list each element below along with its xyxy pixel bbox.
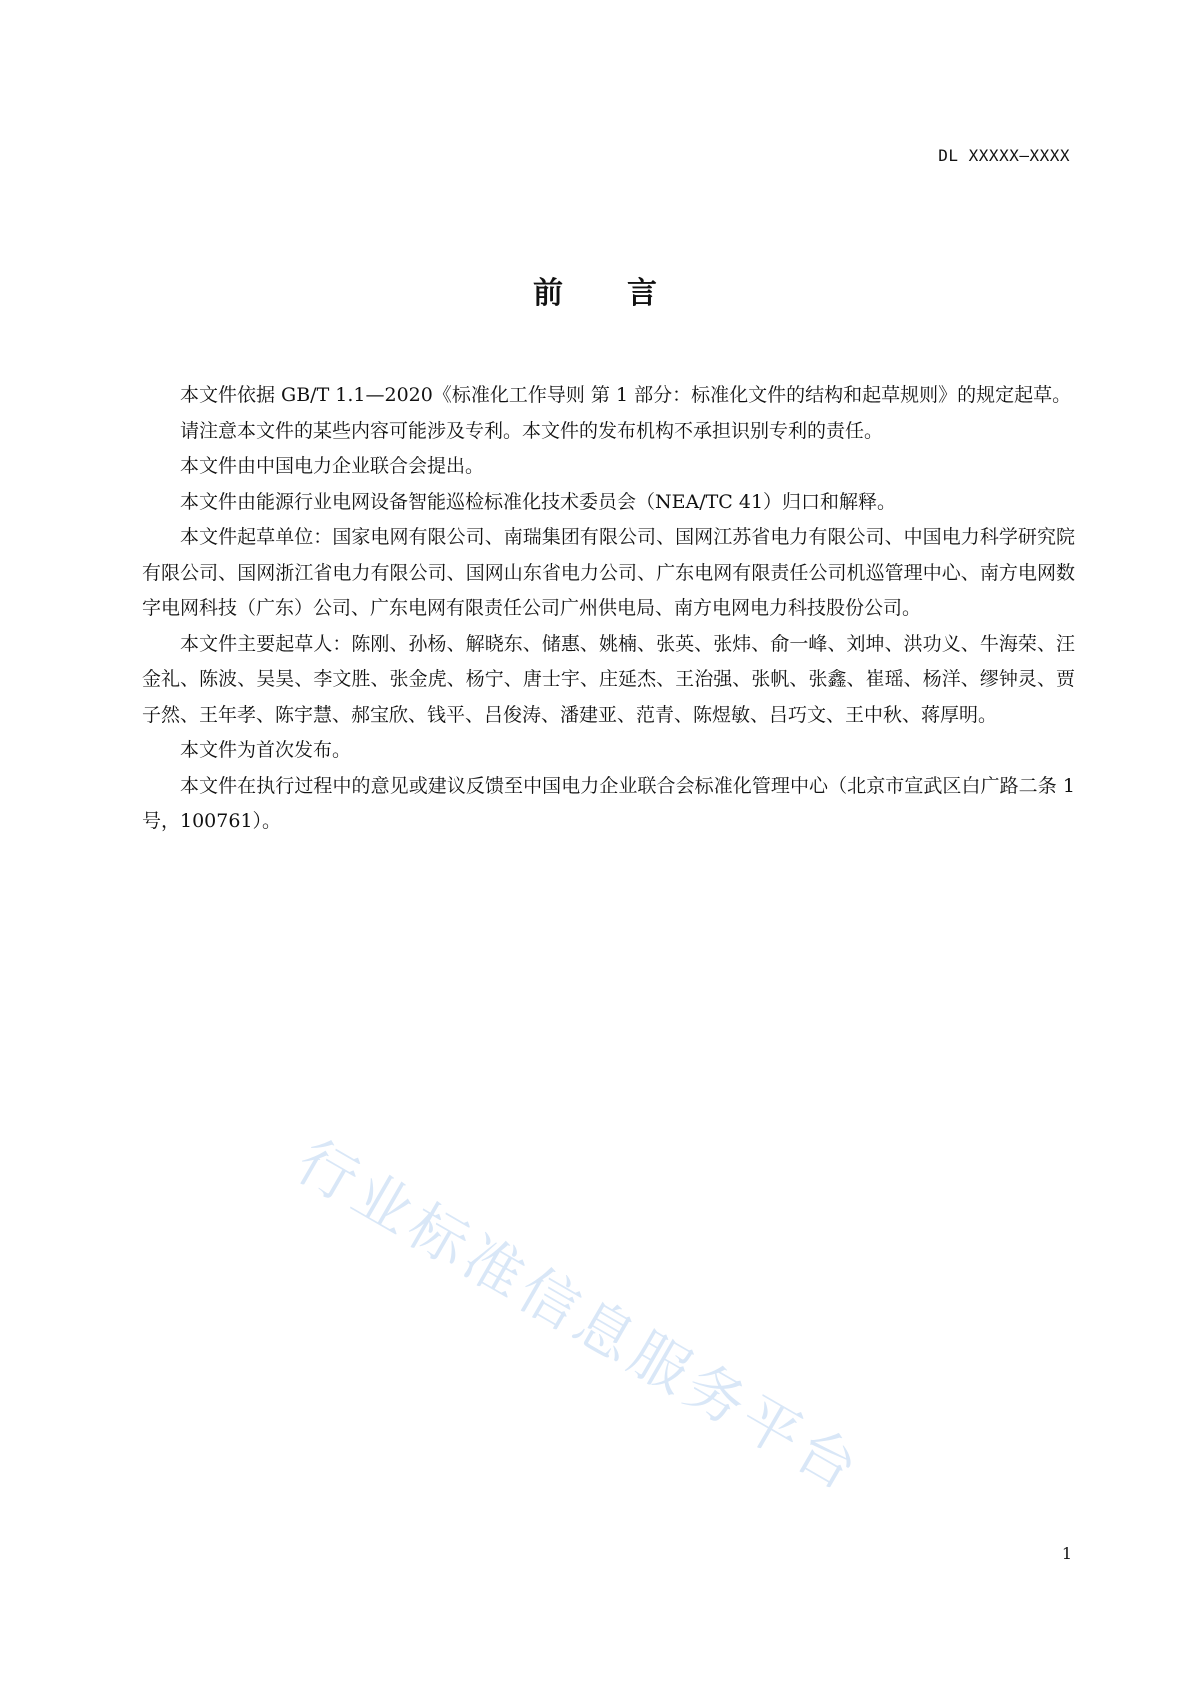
page-number: 1 [1061, 1544, 1072, 1563]
paragraph-first-release: 本文件为首次发布。 [180, 739, 352, 761]
paragraph-drafting-units: 本文件起草单位：国家电网有限公司、南瑞集团有限公司、国网江苏省电力有限公司、中国电力科学研究院有限公司、国网浙江省电力有限公司、国网山东省电力公司、广东电网有限责任公司机巡管理中心、南方电网数字电网科技（广东）公司、广东电网有限责任公司广州供电局、南方电网电力科技股份公司。 [142, 526, 1075, 619]
page-title: 前言 [533, 276, 721, 311]
paragraph-feedback: 本文件在执行过程中的意见或建议反馈至中国电力企业联合会标准化管理中心（北京市宣武区白广路二条 1 号，100761）。 [142, 774, 1075, 832]
watermark-text: 行业标准信息服务平台 [285, 1126, 874, 1506]
paragraph-patent-notice: 请注意本文件的某些内容可能涉及专利。本文件的发布机构不承担识别专利的责任。 [180, 419, 884, 442]
preface-body [142, 378, 1075, 840]
paragraph-drafters: 本文件主要起草人：陈刚、孙杨、解晓东、储惠、姚楠、张英、张炜、俞一峰、刘坤、洪功义、牛海荣、汪金礼、陈波、吴昊、李文胜、张金虎、杨宁、唐士宇、庄延杰、王治强、张帆、张鑫、崔瑶、杨洋、缪钟灵、贾子然、王年孝、陈宇慧、郝宝欣、钱平、吕俊涛、潘建亚、范青、陈煜敏、吕巧文、王中秋、蒋厚明。 [142, 632, 1075, 726]
paragraph-basis: 本文件依据 GB/T 1.1—2020《标准化工作导则 第 1 部分：标准化文件的结构和起草规则》的规定起草。 [180, 384, 1072, 406]
document-code: DL XXXXX—XXXX [938, 146, 1070, 165]
paragraph-proposer: 本文件由中国电力企业联合会提出。 [180, 455, 485, 477]
paragraph-administrator: 本文件由能源行业电网设备智能巡检标准化技术委员会（NEA/TC 41）归口和解释。 [180, 490, 897, 513]
